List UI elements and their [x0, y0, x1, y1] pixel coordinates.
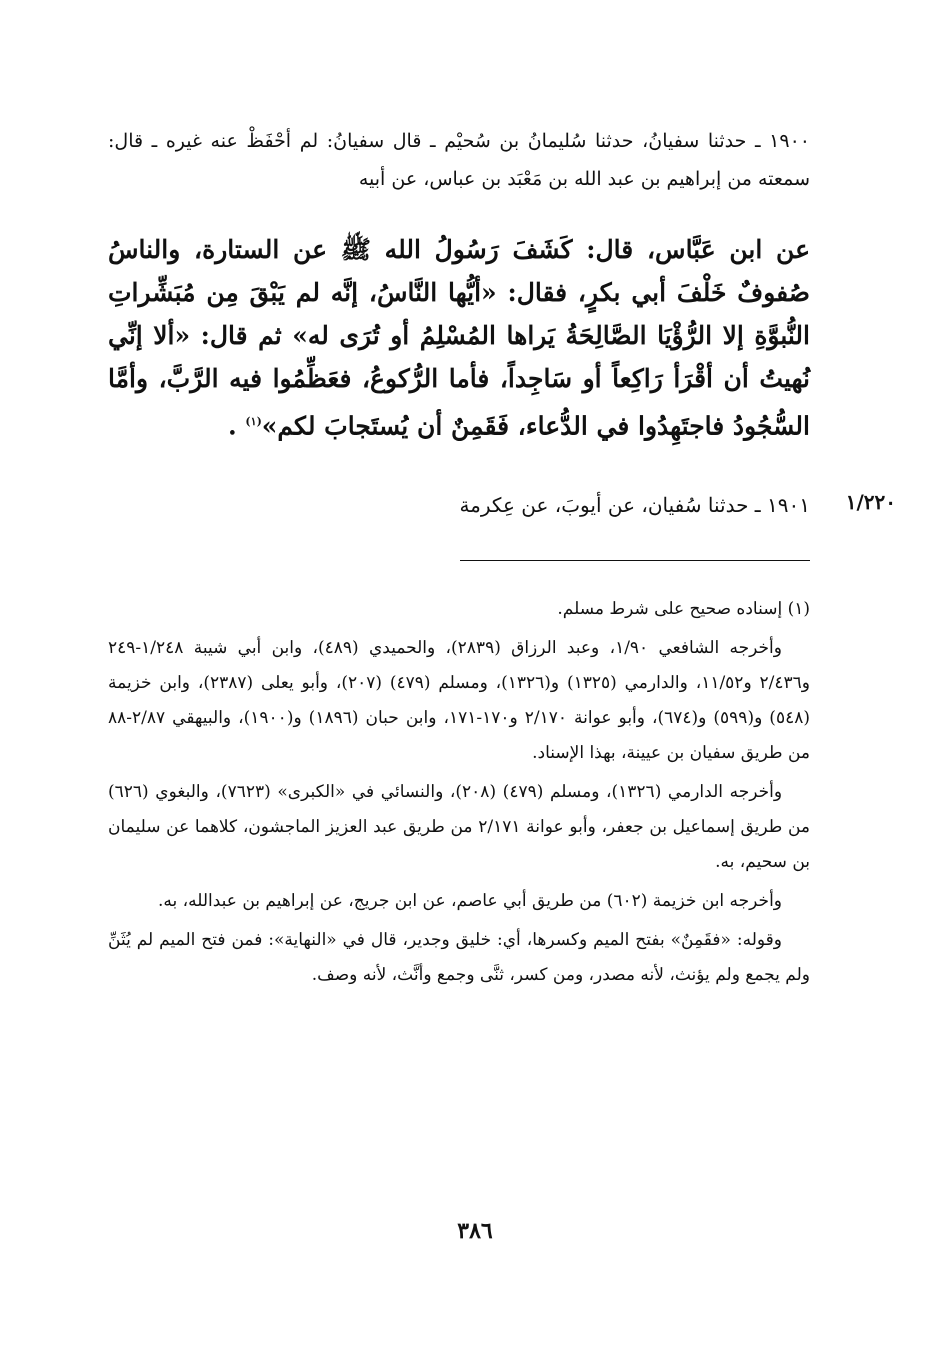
footnote-ref: (١): [245, 415, 262, 428]
footnote-takhrij-1: وأخرجه الشافعي ١/٩٠، وعبد الرزاق (٢٨٣٩)، والحميدي (٤٨٩)، وابن أبي شيبة ١/٢٤٨-٢٤٩ و٢/٤٣٦ و١١/٥٢، والدارمي (١٣٢٥) و(١٣٢٦)، ومسلم (٤٧٩) (٢٠٧)، وأبو يعلى (٢٣٨٧)، وابن خزيمة (٥٤٨) و(٥٩٩) و(٦٧٤)، وأبو عوانة ٢/١٧٠ و١٧٠-١٧١، وابن حبان (١٨٩٦) و(١٩٠٠)، والبيهقي ٢/٨٧-٨٨ من طريق سفيان بن عيينة، بهذا الإسناد.: [108, 638, 810, 763]
footnote-1: (١) إسناده صحيح على شرط مسلم.: [557, 599, 810, 619]
hadith-isnad: ١٩٠٠ ـ حدثنا سفيانُ، حدثنا سُليمانُ بن سُحيْم ـ قال سفيانُ: لم أحْفَظْ عنه غيره ـ قال: سمعته من إبراهيم بن عبد الله بن مَعْبَد بن عباس، عن أبيه: [108, 130, 810, 190]
next-hadith-isnad: ١٩٠١ ـ حدثنا سُفيان، عن أيوبَ، عن عِكرمة: [459, 493, 810, 517]
page-number: ٣٨٦: [457, 1218, 493, 1244]
footnote-separator: [460, 560, 810, 561]
margin-reference: ١/٢٢٠: [845, 490, 896, 514]
footnote-explanation: وقوله: «فقَمِنٌ» بفتح الميم وكسرها، أي: خليق وجدير، قال في «النهاية»: فمن فتح الميم لم يُثَنِّ ولم يجمع ولم يؤنث، لأنه مصدر، ومن كسر، ثنَّى وجمع وأنَّث، لأنه وصف.: [108, 930, 810, 985]
footnotes: [108, 592, 810, 997]
footnote-takhrij-3: وأخرجه ابن خزيمة (٦٠٢) من طريق أبي عاصم، عن ابن جريج، عن إبراهيم بن عبدالله، به.: [157, 891, 782, 911]
hadith-matn-text: عن ابن عَبَّاس، قال: كَشَفَ رَسُولُ الله ﷺ عن الستارة، والناسُ صُفوفٌ خَلْفَ أبي بكرٍ، فقال: «أيُّها النَّاسُ، إنَّه لم يَبْقَ مِن مُبَشِّراتِ النُّبوَّةِ إلا الرُّؤْيَا الصَّالِحَةُ يَراها المُسْلِمُ أو تُرَى له» ثم قال: «ألا إنِّي نُهيتُ أن أقْرَأ رَاكِعاً أو سَاجِداً، فأما الرُّكوعُ، فعَظِّمُوا فيه الرَّبَّ، وأمَّا السُّجُودُ فاجتَهِدُوا في الدُّعاء، فَقَمِنٌ أن يُستَجابَ لكم»: [108, 235, 810, 441]
footnote-takhrij-2: وأخرجه الدارمي (١٣٢٦)، ومسلم (٤٧٩) (٢٠٨)، والنسائي في «الكبرى» (٧٦٢٣)، والبغوي (٦٢٦) من طريق إسماعيل بن جعفر، وأبو عوانة ٢/١٧١ من طريق عبد العزيز الماجشون، كلاهما عن سليمان بن سحيم، به.: [108, 782, 811, 872]
hadith-matn: عن ابن عَبَّاس، قال: كَشَفَ رَسُولُ الله ﷺ عن الستارة، والناسُ صُفوفٌ خَلْفَ أبي بكرٍ، فقال: «أيُّها النَّاسُ، إنَّه لم يَبْقَ مِن مُبَشِّراتِ النُّبوَّةِ إلا الرُّؤْيَا الصَّالِحَةُ يَراها المُسْلِمُ أو تُرَى له» ثم قال: «ألا إنِّي نُهيتُ أن أقْرَأ رَاكِعاً أو سَاجِداً، فأما الرُّكوعُ، فعَظِّمُوا فيه الرَّبَّ، وأمَّا السُّجُودُ فاجتَهِدُوا في الدُّعاء، فَقَمِنٌ أن يُستَجابَ لكم»$^{(١)}$ .: [108, 235, 810, 441]
